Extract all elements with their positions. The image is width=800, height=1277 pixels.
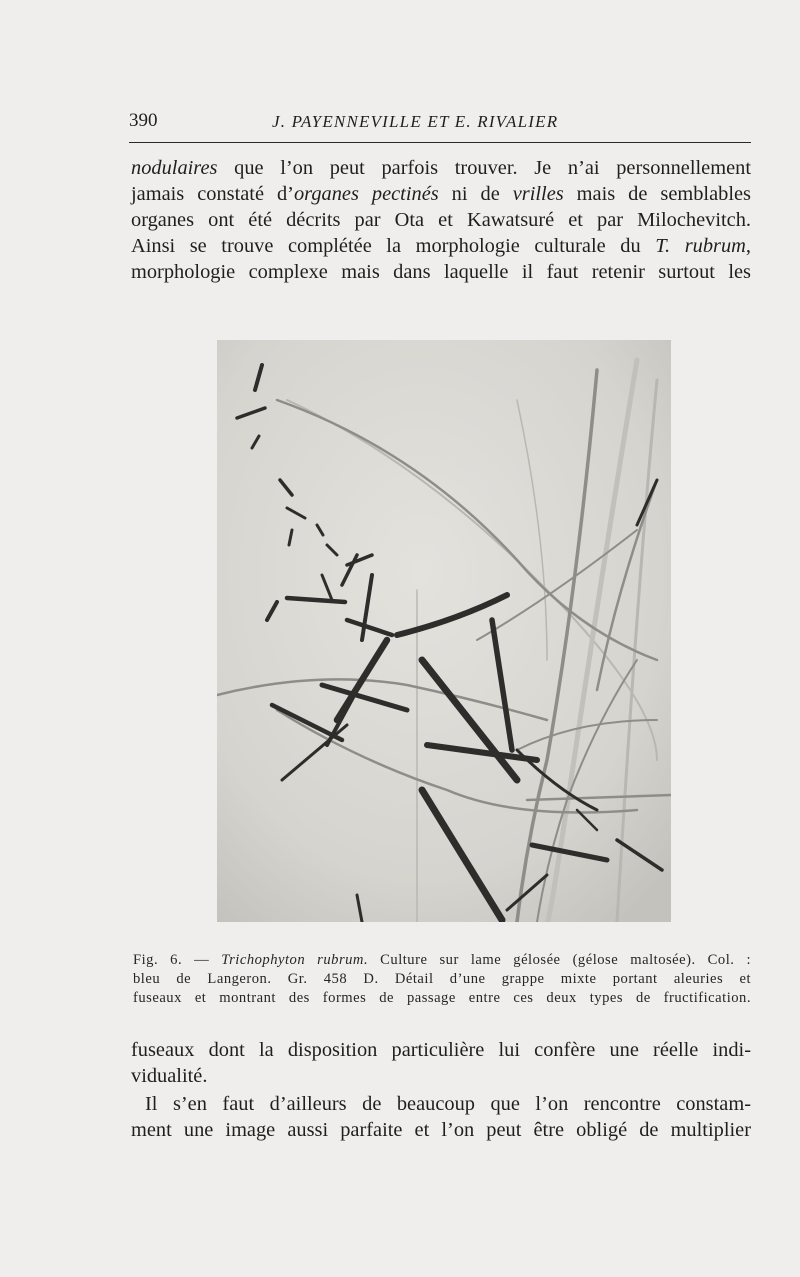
text-line: Il s’en faut d’ailleurs de beaucoup que l’on rencontre constam- [145,1093,751,1115]
text-run: mais de semblables [563,183,751,205]
caption-line: fuseaux et montrant des formes de passage entre ces deux types de fructification. [133,990,751,1006]
italic-term: T. rubrum [655,235,746,257]
text-line: morphologie complexe mais dans laquelle il faut retenir surtout les [131,261,751,283]
text-run: , [745,235,751,257]
text-line [131,181,751,207]
text-line: fuseaux dont la disposition particulière lui confère une réelle indi- [131,1039,751,1061]
text-line [131,155,751,181]
text-run: Ainsi se trouve complétée la morphologie culturale du [131,235,656,257]
micrograph-image [217,340,671,922]
top-paragraph [131,155,751,285]
caption-line: bleu de Langeron. Gr. 458 D. Détail d’une grappe mixte portant aleuries et [133,971,751,987]
text-line: organes ont été décrits par Ota et Kawatsuré et par Milochevitch. [131,209,751,231]
text-run: jamais constaté d’ [131,183,294,205]
header-rule [129,142,751,143]
text-run: que l’on peut parfois trouver. Je n’ai personnellement [217,157,751,179]
italic-term: organes pectinés [293,183,439,205]
caption-run: Fig. 6. — [133,952,222,968]
caption-line [133,951,751,970]
italic-term: nodulaires [131,157,218,179]
text-line: ment une image aussi parfaite et l’on peut être obligé de multiplier [131,1119,751,1141]
figure-caption [133,951,751,1008]
text-line [131,233,751,259]
page-number: 390 [129,110,158,131]
micrograph-figure [217,340,671,922]
caption-italic: Trichophyton rubrum. [221,952,369,968]
bottom-paragraph-1 [131,1037,751,1089]
text-line: vidualité. [131,1065,208,1087]
running-title: J. PAYENNEVILLE ET E. RIVALIER [272,112,559,131]
text-run: ni de [438,183,513,205]
italic-term: vrilles [512,183,564,205]
caption-run: Culture sur lame gélosée (gélose maltosée). Col. : [368,952,752,968]
bottom-paragraph-2 [131,1091,751,1143]
